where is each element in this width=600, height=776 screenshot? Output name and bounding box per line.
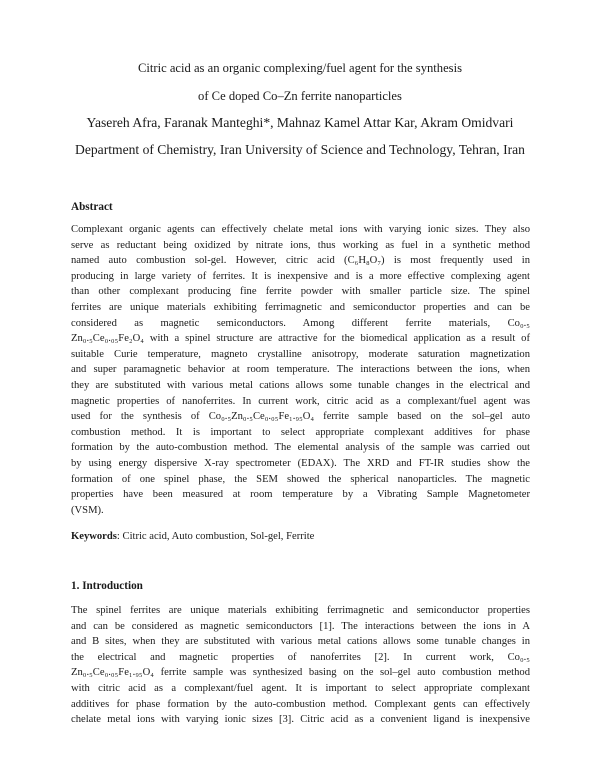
abstract-line: Complexant organic agents can effectively chelate metal ions with varying ionic sizes. They also (71, 224, 530, 235)
keywords-label: Keywords (71, 531, 117, 542)
abstract-line: Zn₀.₅Ce₀.₀₅Fe₂O₄ with a spinel structure are attractive for the biomedical application as a result of (71, 333, 530, 345)
abstract-line: formation of one spinel phase, the SEM showed the spherical nanoparticles. The magnetic (71, 473, 530, 485)
abstract-line: combustion method. It is important to select appropriate complexant additives for phase (71, 426, 530, 438)
introduction-heading: 1. Introduction (71, 580, 143, 592)
introduction-line: Zn₀.₅Ce₀.₀₅Fe₁.₉₅O₄ ferrite sample was synthesized basing on the sol–gel auto combustion method (71, 667, 530, 679)
abstract-line: they are substituted with various metal cations allows some tunable changes in the electrical and (71, 379, 530, 391)
abstract-line: considered as magnetic semiconductors. Among different ferrite materials, Co₀.₅ (71, 317, 530, 329)
abstract-line: serve as reductant being oxidized by nitrate ions, thus working as fuel in a synthetic method (71, 239, 530, 251)
abstract-line: formation by the auto-combustion method. The elemental analysis of the sample was carried out (71, 442, 530, 454)
introduction-line: additives for phase formation by the auto-combustion method. Complexant gents can effectively (71, 698, 530, 710)
paper-title-line-1: Citric acid as an organic complexing/fuel agent for the synthesis (138, 61, 462, 75)
abstract-line: suitable Curie temperature, magneto crystalline anisotropy, moderate saturation magnetization (71, 348, 530, 360)
abstract-line: and super paramagnetic behavior at room temperature. The interactions between the ions, when (71, 364, 530, 376)
abstract-line: named auto combustion sol-gel. However, citric acid (C₆H₈O₇) is most frequently used in (71, 255, 530, 267)
keywords-line (71, 529, 314, 544)
introduction-body (71, 603, 530, 728)
introduction-line: and can be considered as magnetic semiconductors [1]. The interactions between the ions in A (71, 620, 530, 632)
abstract-line: by using energy dispersive X-ray spectrometer (EDAX). The XRD and FT-IR studies show the (71, 457, 530, 469)
paper-title-line-2: of Ce doped Co–Zn ferrite nanoparticles (198, 89, 402, 103)
abstract-line: ferrites are unique materials exhibiting ferrimagnetic and semiconductor properties and can be (71, 301, 530, 313)
abstract-heading: Abstract (71, 201, 113, 213)
introduction-line: and B sites, when they are substituted with various metal cations allows some tunable changes in (71, 636, 530, 648)
keywords-text: : Citric acid, Auto combustion, Sol-gel, Ferrite (116, 531, 315, 542)
abstract-line: (VSM). (71, 504, 104, 516)
affiliation: Department of Chemistry, Iran University of Science and Technology, Tehran, Iran (75, 142, 525, 157)
author-list: Yasereh Afra, Faranak Manteghi*, Mahnaz Kamel Attar Kar, Akram Omidvari (86, 115, 514, 130)
abstract-line: used for the synthesis of Co₀.₅Zn₀.₅Ce₀.₀₅Fe₁.₉₅O₄ ferrite sample based on the sol–gel auto (71, 411, 530, 423)
introduction-line: chelate metal ions with varying ionic sizes [3]. Citric acid as a convenient ligand is inexpensive (71, 714, 530, 726)
introduction-line: with citric acid as a complexant/fuel agent. It is important to select appropriate complexant (71, 682, 530, 694)
abstract-body (71, 222, 530, 518)
introduction-line: the electrical and magnetic properties of nanoferrites [2]. In current work, Co₀.₅ (71, 651, 530, 663)
abstract-line: than other complexant producing fine ferrite powder with smaller particle size. The spinel (71, 286, 530, 298)
abstract-line: properties have been measured at room temperature by a Vibrating Sample Magnetometer (71, 489, 530, 501)
introduction-line: The spinel ferrites are unique materials exhibiting ferrimagnetic and semiconductor properties (71, 605, 530, 616)
abstract-line: magnetic properties of nanoferrites. In current work, citric acid as a complexant/fuel agent was (71, 395, 530, 407)
abstract-line: producing in large variety of ferrites. It is inexpensive and is a more effective complexing agent (71, 270, 530, 282)
